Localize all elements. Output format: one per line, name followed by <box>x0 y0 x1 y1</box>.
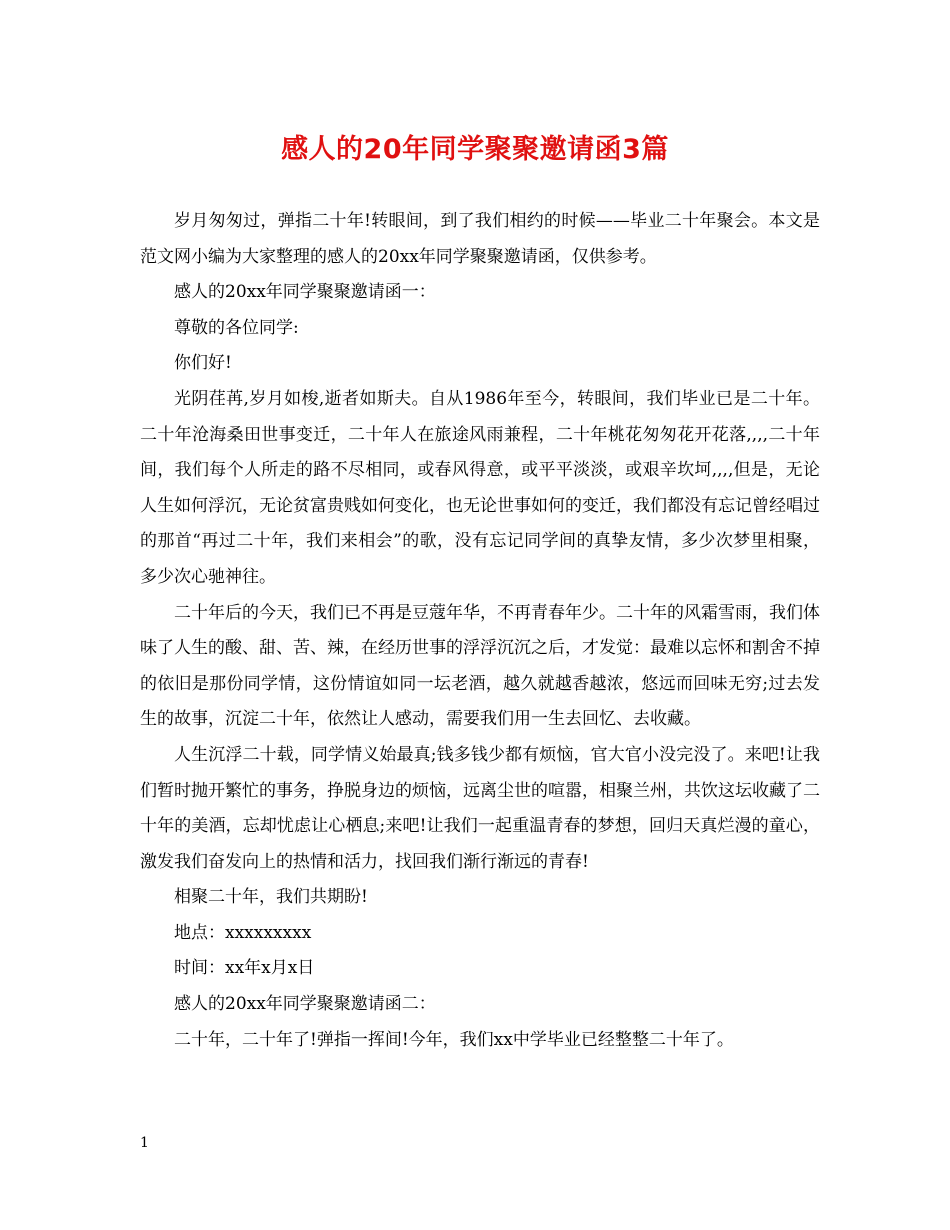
page-number: 1 <box>140 1135 149 1151</box>
paragraph-body-3: 人生沉浮二十载，同学情义始最真;钱多钱少都有烦恼，官大官小没完没了。来吧!让我们暂时抛开繁忙的事务，挣脱身边的烦恼，远离尘世的喧嚣，相聚兰州，共饮这坛收藏了二十年的美酒，忘却忧虑让心栖息;来吧!让我们一起重温青春的梦想，回归天真烂漫的童心，激发我们奋发向上的热情和活力，找回我们渐行渐远的青春! <box>140 744 820 872</box>
document-body <box>140 204 831 1058</box>
paragraph-heading-one: 感人的20xx年同学聚聚邀请函一： <box>174 282 436 303</box>
paragraph-location: 地点：xxxxxxxxx <box>174 922 312 943</box>
paragraph-intro: 岁月匆匆过，弹指二十年!转眼间，到了我们相约的时候——毕业二十年聚会。本文是范文网小编为大家整理的感人的20xx年同学聚聚邀请函，仅供参考。 <box>140 211 820 267</box>
paragraph-closing: 相聚二十年，我们共期盼! <box>174 887 368 908</box>
paragraph-body-1: 光阴荏苒,岁月如梭,逝者如斯夫。自从1986年至今，转眼间，我们毕业已是二十年。 二十年沧海桑田世事变迁，二十年人在旅途风雨兼程，二十年桃花匆匆花开花落,,,,二十年间，我们每个人所走的路不尽相同，或春风得意，或平平淡淡，或艰辛坎坷,,,,但是，无论人生如何浮沉，无论贫富贵贱如何变化，也无论世事如何的变迁，我们都没有忘记曾经唱过的那首“再过二十年，我们来相会”的歌，没有忘记同学间的真挚友情，多少次梦里相聚，多少次心驰神往。 <box>140 388 831 587</box>
paragraph-heading-two: 感人的20xx年同学聚聚邀请函二： <box>174 994 436 1015</box>
paragraph-salutation: 尊敬的各位同学: <box>174 317 299 338</box>
document-title: 感人的20年同学聚聚邀请函3篇 <box>281 134 669 165</box>
paragraph-body-4: 二十年，二十年了!弹指一挥间!今年，我们xx中学毕业已经整整二十年了。 <box>174 1029 734 1050</box>
paragraph-greeting: 你们好! <box>174 353 232 374</box>
paragraph-time: 时间：xx年x月x日 <box>174 958 315 979</box>
paragraph-body-2: 二十年后的今天，我们已不再是豆蔻年华，不再青春年少。二十年的风霜雪雨，我们体味了人生的酸、甜、苦、辣，在经历世事的浮浮沉沉之后，才发觉：最难以忘怀和割舍不掉的依旧是那份同学情，这份情谊如同一坛老酒，越久就越香越浓，悠远而回味无穷;过去发生的故事，沉淀二十年，依然让人感动，需要我们用一生去回忆、去收藏。 <box>140 602 820 730</box>
